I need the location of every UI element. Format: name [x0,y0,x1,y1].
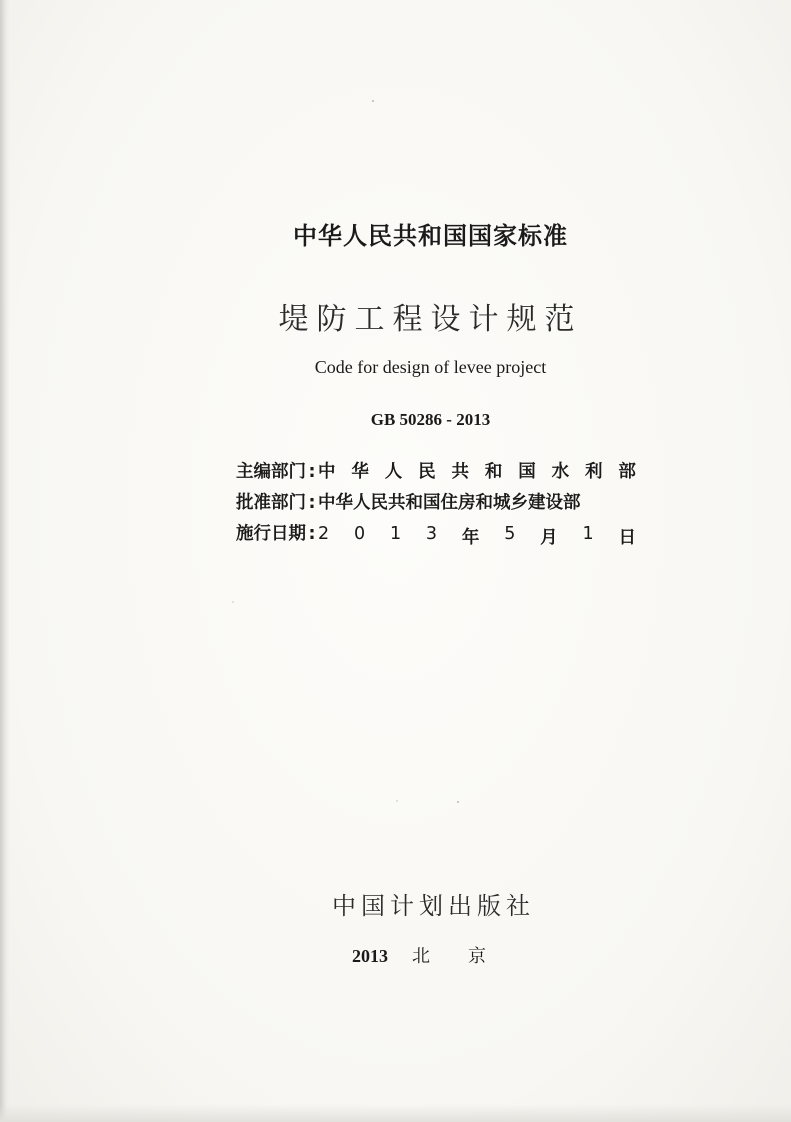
document-title-en: Code for design of levee project [314,357,547,377]
chief-department-value [318,458,636,483]
standard-type-heading: 中华人民共和国国家标准 [293,222,568,250]
date-char: 日 [618,528,636,548]
standard-number: GB 50286 - 2013 [370,410,491,429]
value-char: 国 [518,462,536,482]
chief-department-colon: : [308,462,316,482]
value-char: 华 [351,462,369,482]
approval-department-value: 中华人民共和国住房和城乡建设部 [318,493,581,513]
effective-date-label: 施行日期 [236,524,306,544]
document-metadata [236,458,636,551]
date-char: 1 [582,524,594,544]
approval-department-colon: : [308,493,316,513]
value-char: 人 [384,462,403,482]
effective-date-colon: : [308,524,316,544]
document-title-cn: 堤防工程设计规范 [278,302,583,337]
value-char: 水 [551,462,570,482]
date-char: 1 [389,524,402,544]
value-char: 中 [318,462,336,482]
date-char: 5 [504,524,516,544]
effective-date-value [318,524,636,549]
value-char: 和 [484,462,503,482]
value-char: 共 [451,462,469,482]
imprint-line [352,942,524,968]
approval-department-label: 批准部门 [236,493,306,513]
scan-speck [457,801,459,803]
value-char: 民 [418,462,436,482]
date-char: 0 [353,524,366,544]
effective-date-row [236,520,636,551]
scan-speck [232,601,234,603]
scan-speck [372,100,374,102]
imprint-city: 北京 [412,946,524,967]
publisher-name: 中国计划出版社 [332,892,535,920]
chief-department-row [236,458,636,489]
date-char: 2 [318,524,330,544]
date-char: 年 [461,528,480,548]
value-char: 利 [585,462,603,482]
chief-department-label: 主编部门 [236,462,306,482]
date-char: 月 [540,528,558,548]
imprint-year: 2013 [352,946,388,966]
scan-edge-shadow [0,0,10,1122]
date-char: 3 [425,524,438,544]
approval-department-row [236,489,636,520]
scan-speck [396,800,398,802]
scan-bottom-shadow [0,1104,791,1122]
value-char: 部 [618,462,636,482]
